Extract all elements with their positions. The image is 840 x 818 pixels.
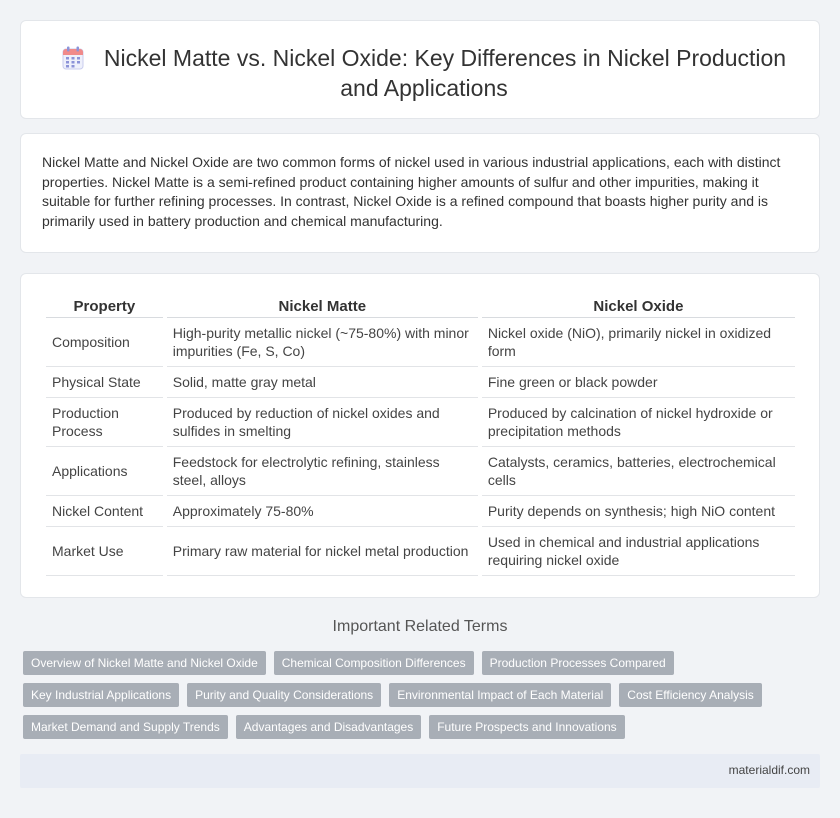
tag-market-demand[interactable]: Market Demand and Supply Trends — [23, 715, 228, 739]
table-row — [46, 367, 795, 398]
tag-row — [23, 651, 823, 675]
tag-environmental-impact[interactable]: Environmental Impact of Each Material — [389, 683, 611, 707]
comparison-table — [42, 296, 799, 576]
property-cell: Nickel Content — [46, 496, 163, 527]
matte-cell: High-purity metallic nickel (~75-80%) with minor impurities (Fe, S, Co) — [167, 318, 478, 367]
comparison-card — [20, 273, 820, 598]
oxide-cell: Catalysts, ceramics, batteries, electrochemical cells — [482, 447, 795, 496]
header-property: Property — [46, 296, 163, 318]
footer-site-link[interactable]: materialdif.com — [728, 763, 810, 777]
property-cell: Market Use — [46, 527, 163, 576]
tag-chemical-composition[interactable]: Chemical Composition Differences — [274, 651, 474, 675]
property-cell: Production Process — [46, 398, 163, 447]
tag-cost-efficiency[interactable]: Cost Efficiency Analysis — [619, 683, 762, 707]
oxide-cell: Purity depends on synthesis; high NiO content — [482, 496, 795, 527]
matte-cell: Feedstock for electrolytic refining, stainless steel, alloys — [167, 447, 478, 496]
calendar-icon — [62, 46, 84, 70]
related-terms-heading: Important Related Terms — [332, 618, 508, 635]
oxide-cell: Nickel oxide (NiO), primarily nickel in oxidized form — [482, 318, 795, 367]
table-header-row — [46, 296, 795, 318]
matte-cell: Produced by reduction of nickel oxides and sulfides in smelting — [167, 398, 478, 447]
matte-cell: Solid, matte gray metal — [167, 367, 478, 398]
header-nickel-oxide: Nickel Oxide — [482, 296, 795, 318]
tag-purity-quality[interactable]: Purity and Quality Considerations — [187, 683, 381, 707]
tag-row — [23, 683, 823, 707]
table-row — [46, 527, 795, 576]
tag-production-processes[interactable]: Production Processes Compared — [482, 651, 674, 675]
page-title: Nickel Matte vs. Nickel Oxide: Key Differences in Nickel Production and Applications — [103, 45, 787, 101]
matte-cell: Primary raw material for nickel metal production — [167, 527, 478, 576]
property-cell: Composition — [46, 318, 163, 367]
tag-future-prospects[interactable]: Future Prospects and Innovations — [429, 715, 624, 739]
intro-card — [20, 133, 820, 253]
table-row — [46, 447, 795, 496]
oxide-cell: Used in chemical and industrial applications requiring nickel oxide — [482, 527, 795, 576]
header-card — [20, 20, 820, 119]
footer — [20, 754, 820, 788]
property-cell: Physical State — [46, 367, 163, 398]
matte-cell: Approximately 75-80% — [167, 496, 478, 527]
table-row — [46, 318, 795, 367]
page-title-wrap — [45, 43, 803, 103]
tag-overview[interactable]: Overview of Nickel Matte and Nickel Oxide — [23, 651, 266, 675]
table-row — [46, 398, 795, 447]
table-row — [46, 496, 795, 527]
header-nickel-matte: Nickel Matte — [167, 296, 478, 318]
property-cell: Applications — [46, 447, 163, 496]
oxide-cell: Produced by calcination of nickel hydroxide or precipitation methods — [482, 398, 795, 447]
oxide-cell: Fine green or black powder — [482, 367, 795, 398]
tag-industrial-applications[interactable]: Key Industrial Applications — [23, 683, 179, 707]
related-terms-tags — [23, 651, 823, 747]
tag-advantages-disadvantages[interactable]: Advantages and Disadvantages — [236, 715, 421, 739]
intro-paragraph: Nickel Matte and Nickel Oxide are two common forms of nickel used in various industrial applications, each with distinct properties. Nickel Matte is a semi-refined product containing higher amounts of sulfur and other impurities, making it suitable for further refining processes. In contrast, Nickel Oxide is a refined compound that boasts higher purity and is primarily used in battery production and chemical manufacturing. — [42, 154, 781, 229]
tag-row — [23, 715, 823, 739]
